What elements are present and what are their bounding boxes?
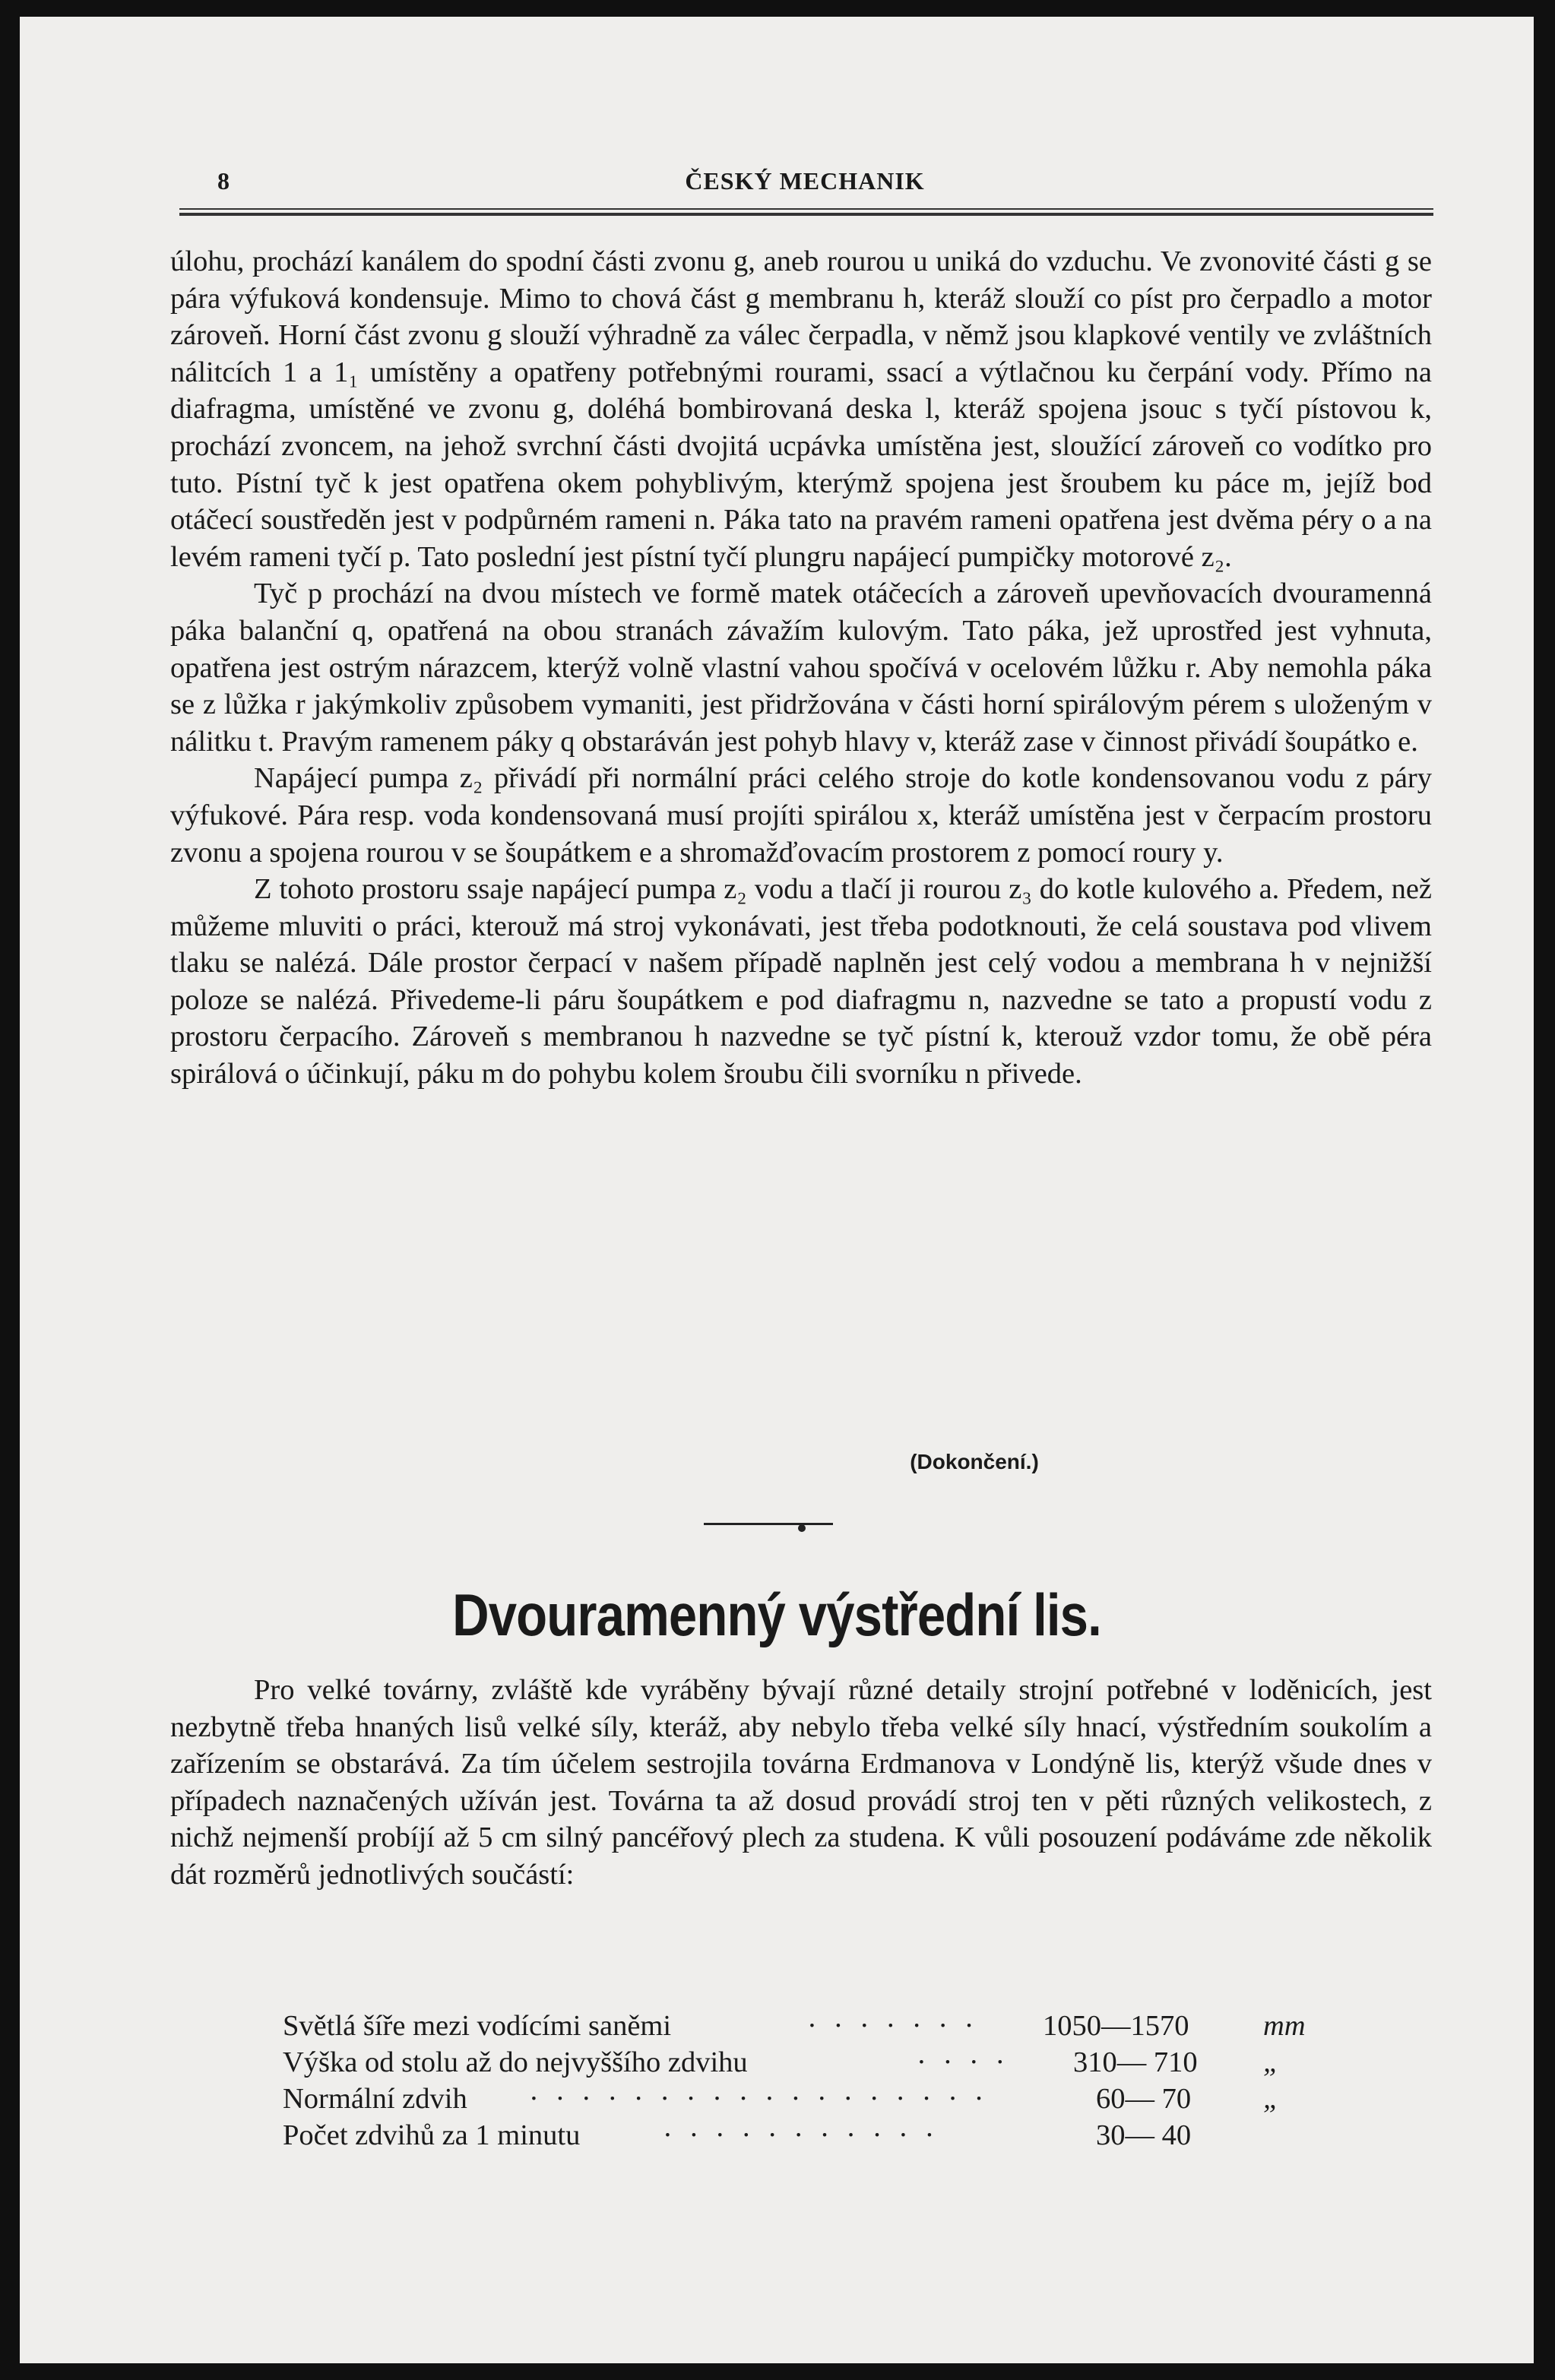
spec-value: 30— 40 — [1096, 2119, 1192, 2151]
running-header — [172, 152, 1438, 198]
spec-unit: mm — [1263, 2010, 1306, 2042]
spec-table — [283, 2008, 1332, 2154]
journal-title: ČESKÝ MECHANIK — [685, 167, 925, 195]
section-divider — [704, 1523, 833, 1525]
spec-leader: · · · · · · · · · · · · · · · · · · — [529, 2083, 989, 2115]
header-rule-thick — [179, 213, 1433, 216]
header-rule — [179, 208, 1433, 210]
paragraph: úlohu, prochází kanálem do spodní části zvonu g, aneb rourou u uniká do vzduchu. Ve zvonovité části g se pára výfuková kondensuje. Mimo to chová část g membranu h, kteráž slouží co píst pro čerpadlo a motor zároveň. Horní část zvonu g slouží výhradně za válec čerpadla, v němž jsou klapkové ventily ve zvláštních nálitcích 1 a 1₁ umístěny a opatřeny potřebnými rourami, ssací a výtlačnou ku čerpání vody. Přímo na diafragma, umístěné ve zvonu g, doléhá bombirovaná deska l, kteráž spojena jsouc s tyčí pístovou k, prochází zvoncem, na jehož svrchní části dvojitá ucpávka umístěna jest, sloužící zároveň co vodítko pro tuto. Pístní tyč k jest opatřena okem pohyblivým, kterýmž spojena jest šroubem ku páce m, jejíž bod otáčecí soustředěn jest v podpůrném rameni n. Páka tato na pravém rameni opatřena jest dvěma péry o a na levém rameni tyčí p. Tato poslední jest pístní tyčí plungru napájecí pumpičky motorové z₂. — [170, 245, 1432, 573]
spec-value: 60— 70 — [1096, 2083, 1192, 2115]
spec-leader: · · · · · · · · · · · — [663, 2119, 939, 2151]
spec-unit: „ — [1263, 2083, 1280, 2115]
article-body — [170, 1672, 1432, 1894]
spec-leader: · · · · · · · — [807, 2010, 979, 2042]
spec-row — [283, 2044, 1332, 2081]
article-heading: Dvouramenný výstřední lis. — [452, 1581, 1101, 1648]
spec-label: Počet zdvihů za 1 minutu — [283, 2119, 581, 2151]
divider-dot — [798, 1524, 806, 1532]
page-number: 8 — [217, 167, 230, 195]
paragraph: Z tohoto prostoru ssaje napájecí pumpa z₂ vodu a tlačí ji rourou z₃ do kotle kulového a. Předem, než můžeme mluviti o práci, kterouž má stroj vykonávati, jest třeba podotknouti, že celá soustava pod vlivem tlaku se nalézá. Dále prostor čerpací v našem případě naplněn jest celý vodou a membrana h v nejnižší poloze se nalézá. Přivedeme-li páru šoupátkem e pod diafragmu n, nazvedne se tato a propustí vodu z prostoru čerpacího. Zároveň s membranou h nazvedne se tyč pístní k, kterouž vzdor tomu, že obě péra spirálová o účinkují, páku m do pohybu kolem šroubu čili svorníku n přivede. — [170, 873, 1432, 1090]
spec-leader: · · · · — [917, 2046, 1010, 2078]
spec-label: Výška od stolu až do nejvyššího zdvihu — [283, 2046, 748, 2078]
spec-row — [283, 2117, 1332, 2154]
spec-row — [283, 2008, 1332, 2044]
page — [20, 17, 1534, 2363]
article-continuation — [170, 243, 1432, 1093]
spec-row — [283, 2081, 1332, 2117]
paragraph: Pro velké továrny, zvláště kde vyráběny bývají různé detaily strojní potřebné v loděnicích, jest nezbytně třeba hnaných lisů velké síly, kteráž, aby nebylo třeba velké síly hnací, výstředním soukolím a zařízením se obstarává. Za tím účelem sestrojila továrna Erdmanova v Londýně lis, kterýž všude dnes v případech naznačených užíván jest. Továrna ta až dosud provádí stroj ten v pěti různých velikostech, z nichž nejmenší probíjí až 5 cm silný pancéřový plech za studena. K vůli posouzení podáváme zde několik dát rozměrů jednotlivých součástí: — [170, 1674, 1432, 1891]
spec-unit: „ — [1263, 2046, 1280, 2078]
paragraph: Napájecí pumpa z₂ přivádí při normální práci celého stroje do kotle kondensovanou vodu z páry výfukové. Pára resp. voda kondensovaná musí projíti spirálou x, kteráž umístěna jest v čerpacím prostoru zvonu a spojena rourou v se šoupátkem e a shromažďovacím prostorem z pomocí roury y. — [170, 762, 1432, 869]
spec-label: Světlá šíře mezi vodícími saněmi — [283, 2010, 672, 2042]
paragraph: Tyč p prochází na dvou místech ve formě matek otáčecích a zároveň upevňovacích dvouramenná páka balanční q, opatřená na obou stranách závažím kulovým. Tato páka, jež uprostřed jest vyhnuta, opatřena jest ostrým nárazcem, kterýž volně vlastní vahou spočívá v ocelovém lůžku r. Aby nemohla páka se z lůžka r jakýmkoliv způsobem vymaniti, jest přidržována v části horní spirálovým pérem s uloženým v nálitku t. Pravým ramenem páky q obstaráván jest pohyb hlavy v, kteráž zase v činnost přivádí šoupátko e. — [170, 578, 1432, 758]
spec-value: 310— 710 — [1073, 2046, 1198, 2078]
spec-value: 1050—1570 — [1043, 2010, 1189, 2042]
continued-note: (Dokončení.) — [910, 1450, 1039, 1473]
spec-label: Normální zdvih — [283, 2083, 467, 2115]
